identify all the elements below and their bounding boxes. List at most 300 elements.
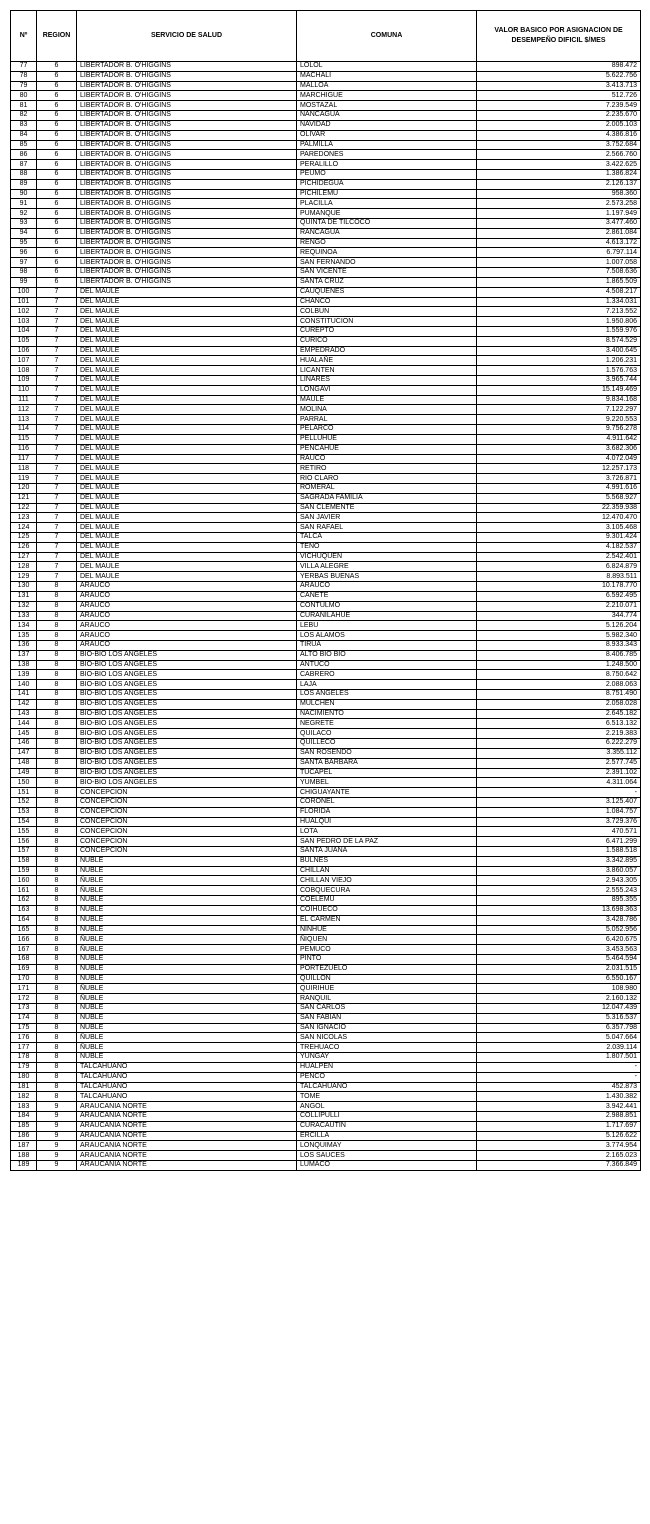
cell-servicio: DEL MAULE bbox=[77, 376, 297, 386]
cell-servicio: DEL MAULE bbox=[77, 503, 297, 513]
table-row bbox=[11, 847, 641, 857]
cell-region: 6 bbox=[37, 228, 77, 238]
table-row bbox=[11, 346, 641, 356]
cell-comuna: LICANTEN bbox=[297, 366, 477, 376]
table-row bbox=[11, 582, 641, 592]
cell-comuna: SANTA BARBARA bbox=[297, 758, 477, 768]
cell-numero: 97 bbox=[11, 258, 37, 268]
cell-servicio: DEL MAULE bbox=[77, 336, 297, 346]
cell-region: 7 bbox=[37, 395, 77, 405]
table-row bbox=[11, 954, 641, 964]
cell-servicio: LIBERTADOR B. O'HIGGINS bbox=[77, 189, 297, 199]
table-row bbox=[11, 111, 641, 121]
cell-numero: 153 bbox=[11, 807, 37, 817]
cell-region: 7 bbox=[37, 503, 77, 513]
cell-valor: 22.359.938 bbox=[477, 503, 641, 513]
table-row bbox=[11, 434, 641, 444]
cell-valor: 3.355.112 bbox=[477, 748, 641, 758]
cell-comuna: COIHUECO bbox=[297, 905, 477, 915]
cell-region: 6 bbox=[37, 91, 77, 101]
cell-region: 7 bbox=[37, 415, 77, 425]
cell-numero: 181 bbox=[11, 1082, 37, 1092]
cell-servicio: LIBERTADOR B. O'HIGGINS bbox=[77, 101, 297, 111]
cell-comuna: PARRAL bbox=[297, 415, 477, 425]
table-row bbox=[11, 120, 641, 130]
cell-comuna: ANTUCO bbox=[297, 660, 477, 670]
cell-numero: 179 bbox=[11, 1062, 37, 1072]
cell-servicio: ÑUBLE bbox=[77, 876, 297, 886]
cell-region: 8 bbox=[37, 866, 77, 876]
cell-numero: 129 bbox=[11, 572, 37, 582]
cell-servicio: ÑUBLE bbox=[77, 935, 297, 945]
cell-region: 7 bbox=[37, 425, 77, 435]
cell-servicio: ÑUBLE bbox=[77, 886, 297, 896]
cell-comuna: LOLOL bbox=[297, 62, 477, 72]
cell-comuna: SAN FABIAN bbox=[297, 1013, 477, 1023]
table-row bbox=[11, 405, 641, 415]
cell-numero: 125 bbox=[11, 533, 37, 543]
cell-numero: 78 bbox=[11, 71, 37, 81]
cell-numero: 103 bbox=[11, 317, 37, 327]
cell-comuna: SAN PEDRO DE LA PAZ bbox=[297, 837, 477, 847]
cell-valor: 6.471.299 bbox=[477, 837, 641, 847]
cell-servicio: DEL MAULE bbox=[77, 297, 297, 307]
cell-valor: 1.386.824 bbox=[477, 169, 641, 179]
cell-valor: 1.807.501 bbox=[477, 1053, 641, 1063]
cell-valor: 6.513.132 bbox=[477, 719, 641, 729]
table-row bbox=[11, 415, 641, 425]
cell-valor: 8.406.785 bbox=[477, 650, 641, 660]
cell-valor: 1.430.382 bbox=[477, 1092, 641, 1102]
cell-comuna: MAULE bbox=[297, 395, 477, 405]
cell-servicio: ÑUBLE bbox=[77, 1053, 297, 1063]
table-row bbox=[11, 1023, 641, 1033]
cell-servicio: LIBERTADOR B. O'HIGGINS bbox=[77, 228, 297, 238]
cell-numero: 134 bbox=[11, 621, 37, 631]
cell-servicio: ÑUBLE bbox=[77, 1023, 297, 1033]
cell-valor: 3.125.407 bbox=[477, 797, 641, 807]
cell-region: 6 bbox=[37, 140, 77, 150]
table-row bbox=[11, 474, 641, 484]
cell-valor: 12.257.173 bbox=[477, 464, 641, 474]
cell-comuna: CURACAUTIN bbox=[297, 1121, 477, 1131]
cell-servicio: ÑUBLE bbox=[77, 915, 297, 925]
cell-numero: 176 bbox=[11, 1033, 37, 1043]
cell-comuna: LEBU bbox=[297, 621, 477, 631]
cell-numero: 117 bbox=[11, 454, 37, 464]
cell-numero: 99 bbox=[11, 277, 37, 287]
cell-valor: 6.550.167 bbox=[477, 974, 641, 984]
cell-servicio: LIBERTADOR B. O'HIGGINS bbox=[77, 81, 297, 91]
cell-numero: 170 bbox=[11, 974, 37, 984]
cell-servicio: ARAUCANIA NORTE bbox=[77, 1141, 297, 1151]
table-row bbox=[11, 1033, 641, 1043]
cell-numero: 164 bbox=[11, 915, 37, 925]
cell-valor: 9.301.424 bbox=[477, 533, 641, 543]
cell-servicio: LIBERTADOR B. O'HIGGINS bbox=[77, 91, 297, 101]
cell-comuna: TALCAHUANO bbox=[297, 1082, 477, 1092]
cell-region: 7 bbox=[37, 297, 77, 307]
cell-valor: 8.574.529 bbox=[477, 336, 641, 346]
cell-numero: 180 bbox=[11, 1072, 37, 1082]
table-row bbox=[11, 385, 641, 395]
cell-numero: 167 bbox=[11, 945, 37, 955]
cell-numero: 102 bbox=[11, 307, 37, 317]
cell-comuna: SAN JAVIER bbox=[297, 513, 477, 523]
cell-valor: 5.568.927 bbox=[477, 493, 641, 503]
cell-region: 8 bbox=[37, 1033, 77, 1043]
cell-comuna: HUALPEN bbox=[297, 1062, 477, 1072]
cell-comuna: RANQUIL bbox=[297, 994, 477, 1004]
cell-region: 9 bbox=[37, 1131, 77, 1141]
table-row bbox=[11, 277, 641, 287]
cell-numero: 131 bbox=[11, 591, 37, 601]
cell-comuna: REQUINOA bbox=[297, 248, 477, 258]
cell-numero: 169 bbox=[11, 964, 37, 974]
cell-comuna: BULNES bbox=[297, 856, 477, 866]
table-row bbox=[11, 169, 641, 179]
cell-servicio: LIBERTADOR B. O'HIGGINS bbox=[77, 160, 297, 170]
cell-comuna: PEUMO bbox=[297, 169, 477, 179]
cell-numero: 118 bbox=[11, 464, 37, 474]
cell-region: 6 bbox=[37, 120, 77, 130]
cell-region: 7 bbox=[37, 572, 77, 582]
cell-comuna: CURANILAHUE bbox=[297, 611, 477, 621]
cell-comuna: TOME bbox=[297, 1092, 477, 1102]
cell-comuna: SAN CLEMENTE bbox=[297, 503, 477, 513]
cell-valor: 8.933.343 bbox=[477, 640, 641, 650]
cell-numero: 89 bbox=[11, 179, 37, 189]
cell-valor: 4.072.049 bbox=[477, 454, 641, 464]
cell-numero: 121 bbox=[11, 493, 37, 503]
table-row bbox=[11, 493, 641, 503]
cell-numero: 119 bbox=[11, 474, 37, 484]
cell-numero: 136 bbox=[11, 640, 37, 650]
cell-numero: 155 bbox=[11, 827, 37, 837]
cell-comuna: QUILLECO bbox=[297, 739, 477, 749]
cell-numero: 151 bbox=[11, 788, 37, 798]
cell-servicio: ARAUCO bbox=[77, 582, 297, 592]
cell-numero: 90 bbox=[11, 189, 37, 199]
cell-servicio: LIBERTADOR B. O'HIGGINS bbox=[77, 150, 297, 160]
cell-comuna: CHANCO bbox=[297, 297, 477, 307]
table-row bbox=[11, 797, 641, 807]
cell-numero: 178 bbox=[11, 1053, 37, 1063]
cell-numero: 127 bbox=[11, 552, 37, 562]
cell-comuna: MARCHIGUE bbox=[297, 91, 477, 101]
cell-valor: 1.865.509 bbox=[477, 277, 641, 287]
cell-region: 6 bbox=[37, 169, 77, 179]
cell-comuna: COBQUECURA bbox=[297, 886, 477, 896]
cell-numero: 172 bbox=[11, 994, 37, 1004]
cell-numero: 162 bbox=[11, 896, 37, 906]
cell-region: 8 bbox=[37, 974, 77, 984]
table-row bbox=[11, 739, 641, 749]
cell-comuna: SANTA CRUZ bbox=[297, 277, 477, 287]
table-row bbox=[11, 1151, 641, 1161]
cell-valor: 2.391.102 bbox=[477, 768, 641, 778]
cell-numero: 146 bbox=[11, 739, 37, 749]
table-row bbox=[11, 788, 641, 798]
cell-valor: 2.039.114 bbox=[477, 1043, 641, 1053]
cell-region: 6 bbox=[37, 238, 77, 248]
cell-region: 8 bbox=[37, 611, 77, 621]
cell-region: 7 bbox=[37, 533, 77, 543]
cell-servicio: ÑUBLE bbox=[77, 984, 297, 994]
table-row bbox=[11, 699, 641, 709]
cell-valor: 3.477.460 bbox=[477, 219, 641, 229]
table-row bbox=[11, 71, 641, 81]
cell-servicio: DEL MAULE bbox=[77, 434, 297, 444]
cell-servicio: TALCAHUANO bbox=[77, 1072, 297, 1082]
cell-numero: 165 bbox=[11, 925, 37, 935]
cell-servicio: BIO-BIO LOS ANGELES bbox=[77, 690, 297, 700]
cell-comuna: PINTO bbox=[297, 954, 477, 964]
cell-region: 7 bbox=[37, 346, 77, 356]
cell-region: 8 bbox=[37, 768, 77, 778]
cell-servicio: LIBERTADOR B. O'HIGGINS bbox=[77, 248, 297, 258]
cell-valor: 3.860.057 bbox=[477, 866, 641, 876]
cell-valor: 12.047.439 bbox=[477, 1004, 641, 1014]
cell-numero: 135 bbox=[11, 631, 37, 641]
table-row bbox=[11, 827, 641, 837]
cell-comuna: CAÑETE bbox=[297, 591, 477, 601]
cell-numero: 82 bbox=[11, 111, 37, 121]
table-row bbox=[11, 513, 641, 523]
cell-valor: 3.729.376 bbox=[477, 817, 641, 827]
cell-valor: 2.219.383 bbox=[477, 729, 641, 739]
cell-numero: 149 bbox=[11, 768, 37, 778]
table-row bbox=[11, 905, 641, 915]
cell-valor: 2.005.103 bbox=[477, 120, 641, 130]
table-row bbox=[11, 356, 641, 366]
table-row bbox=[11, 209, 641, 219]
cell-valor: 2.235.670 bbox=[477, 111, 641, 121]
cell-valor: 3.726.871 bbox=[477, 474, 641, 484]
cell-comuna: VILLA ALEGRE bbox=[297, 562, 477, 572]
cell-region: 7 bbox=[37, 562, 77, 572]
cell-region: 8 bbox=[37, 739, 77, 749]
cell-numero: 106 bbox=[11, 346, 37, 356]
cell-comuna: QUILLON bbox=[297, 974, 477, 984]
cell-numero: 189 bbox=[11, 1161, 37, 1171]
cell-valor: 5.126.622 bbox=[477, 1131, 641, 1141]
cell-servicio: ÑUBLE bbox=[77, 856, 297, 866]
cell-valor: 5.126.204 bbox=[477, 621, 641, 631]
table-row bbox=[11, 219, 641, 229]
cell-region: 8 bbox=[37, 817, 77, 827]
cell-region: 8 bbox=[37, 886, 77, 896]
cell-servicio: DEL MAULE bbox=[77, 366, 297, 376]
cell-valor: 3.342.895 bbox=[477, 856, 641, 866]
cell-region: 8 bbox=[37, 680, 77, 690]
cell-comuna: COELEMU bbox=[297, 896, 477, 906]
cell-servicio: ARAUCO bbox=[77, 631, 297, 641]
table-row bbox=[11, 729, 641, 739]
cell-region: 8 bbox=[37, 601, 77, 611]
cell-servicio: DEL MAULE bbox=[77, 454, 297, 464]
cell-servicio: DEL MAULE bbox=[77, 385, 297, 395]
table-row bbox=[11, 336, 641, 346]
cell-servicio: LIBERTADOR B. O'HIGGINS bbox=[77, 209, 297, 219]
cell-valor: 3.422.625 bbox=[477, 160, 641, 170]
cell-region: 7 bbox=[37, 444, 77, 454]
cell-comuna: RETIRO bbox=[297, 464, 477, 474]
cell-valor: 2.988.851 bbox=[477, 1111, 641, 1121]
table-row bbox=[11, 611, 641, 621]
cell-numero: 110 bbox=[11, 385, 37, 395]
cell-comuna: ARAUCO bbox=[297, 582, 477, 592]
cell-comuna: LOS ANGELES bbox=[297, 690, 477, 700]
cell-comuna: CONSTITUCION bbox=[297, 317, 477, 327]
cell-comuna: TENO bbox=[297, 542, 477, 552]
cell-numero: 111 bbox=[11, 395, 37, 405]
cell-comuna: SAGRADA FAMILIA bbox=[297, 493, 477, 503]
cell-numero: 86 bbox=[11, 150, 37, 160]
cell-valor: 2.058.028 bbox=[477, 699, 641, 709]
cell-region: 6 bbox=[37, 81, 77, 91]
cell-valor: - bbox=[477, 788, 641, 798]
cell-servicio: ARAUCO bbox=[77, 611, 297, 621]
cell-region: 8 bbox=[37, 788, 77, 798]
table-row bbox=[11, 1072, 641, 1082]
cell-servicio: ÑUBLE bbox=[77, 954, 297, 964]
cell-valor: 2.861.084 bbox=[477, 228, 641, 238]
cell-servicio: DEL MAULE bbox=[77, 542, 297, 552]
cell-region: 8 bbox=[37, 797, 77, 807]
cell-numero: 175 bbox=[11, 1023, 37, 1033]
cell-region: 6 bbox=[37, 189, 77, 199]
table-row bbox=[11, 572, 641, 582]
cell-valor: 1.588.518 bbox=[477, 847, 641, 857]
cell-region: 8 bbox=[37, 1053, 77, 1063]
cell-numero: 143 bbox=[11, 709, 37, 719]
cell-numero: 105 bbox=[11, 336, 37, 346]
cell-servicio: LIBERTADOR B. O'HIGGINS bbox=[77, 199, 297, 209]
cell-valor: 4.311.064 bbox=[477, 778, 641, 788]
cell-servicio: BIO-BIO LOS ANGELES bbox=[77, 709, 297, 719]
table-row bbox=[11, 562, 641, 572]
cell-valor: 1.334.031 bbox=[477, 297, 641, 307]
cell-comuna: SAN NICOLAS bbox=[297, 1033, 477, 1043]
cell-valor: 2.943.305 bbox=[477, 876, 641, 886]
cell-valor: 2.566.760 bbox=[477, 150, 641, 160]
cell-numero: 157 bbox=[11, 847, 37, 857]
cell-region: 7 bbox=[37, 552, 77, 562]
cell-comuna: PICHIDEGUA bbox=[297, 179, 477, 189]
cell-servicio: BIO-BIO LOS ANGELES bbox=[77, 719, 297, 729]
table-row bbox=[11, 366, 641, 376]
cell-valor: 9.220.553 bbox=[477, 415, 641, 425]
cell-numero: 114 bbox=[11, 425, 37, 435]
cell-numero: 126 bbox=[11, 542, 37, 552]
cell-servicio: DEL MAULE bbox=[77, 405, 297, 415]
cell-numero: 79 bbox=[11, 81, 37, 91]
cell-valor: 3.942.441 bbox=[477, 1102, 641, 1112]
cell-region: 7 bbox=[37, 493, 77, 503]
cell-servicio: TALCAHUANO bbox=[77, 1082, 297, 1092]
cell-servicio: BIO-BIO LOS ANGELES bbox=[77, 699, 297, 709]
cell-comuna: MOSTAZAL bbox=[297, 101, 477, 111]
table-row bbox=[11, 1161, 641, 1171]
cell-valor: 3.453.563 bbox=[477, 945, 641, 955]
cell-region: 8 bbox=[37, 1004, 77, 1014]
cell-servicio: DEL MAULE bbox=[77, 552, 297, 562]
cell-valor: 2.542.401 bbox=[477, 552, 641, 562]
cell-region: 8 bbox=[37, 837, 77, 847]
cell-valor: 2.645.182 bbox=[477, 709, 641, 719]
cell-servicio: DEL MAULE bbox=[77, 533, 297, 543]
table-row bbox=[11, 680, 641, 690]
cell-numero: 85 bbox=[11, 140, 37, 150]
cell-servicio: ÑUBLE bbox=[77, 1013, 297, 1023]
cell-region: 8 bbox=[37, 719, 77, 729]
table-row bbox=[11, 670, 641, 680]
cell-servicio: LIBERTADOR B. O'HIGGINS bbox=[77, 179, 297, 189]
cell-region: 8 bbox=[37, 631, 77, 641]
table-row bbox=[11, 248, 641, 258]
cell-valor: 6.420.675 bbox=[477, 935, 641, 945]
cell-comuna: MALLOA bbox=[297, 81, 477, 91]
cell-comuna: ERCILLA bbox=[297, 1131, 477, 1141]
cell-servicio: LIBERTADOR B. O'HIGGINS bbox=[77, 268, 297, 278]
cell-comuna: NINHUE bbox=[297, 925, 477, 935]
cell-comuna: LOS ALAMOS bbox=[297, 631, 477, 641]
cell-comuna: TALCA bbox=[297, 533, 477, 543]
header-servicio: SERVICIO DE SALUD bbox=[77, 11, 297, 62]
cell-valor: 1.206.231 bbox=[477, 356, 641, 366]
cell-servicio: ARAUCO bbox=[77, 621, 297, 631]
cell-valor: 4.613.172 bbox=[477, 238, 641, 248]
cell-servicio: BIO-BIO LOS ANGELES bbox=[77, 748, 297, 758]
cell-comuna: LOTA bbox=[297, 827, 477, 837]
table-row bbox=[11, 591, 641, 601]
cell-servicio: LIBERTADOR B. O'HIGGINS bbox=[77, 111, 297, 121]
cell-numero: 171 bbox=[11, 984, 37, 994]
cell-comuna: PORTEZUELO bbox=[297, 964, 477, 974]
table-row bbox=[11, 1102, 641, 1112]
table-row bbox=[11, 160, 641, 170]
cell-region: 8 bbox=[37, 1092, 77, 1102]
table-row bbox=[11, 130, 641, 140]
cell-valor: 6.222.279 bbox=[477, 739, 641, 749]
cell-valor: 470.571 bbox=[477, 827, 641, 837]
cell-region: 9 bbox=[37, 1141, 77, 1151]
table-row bbox=[11, 307, 641, 317]
cell-servicio: BIO-BIO LOS ANGELES bbox=[77, 650, 297, 660]
cell-numero: 142 bbox=[11, 699, 37, 709]
cell-region: 8 bbox=[37, 1062, 77, 1072]
cell-servicio: DEL MAULE bbox=[77, 287, 297, 297]
cell-comuna: PEMUCO bbox=[297, 945, 477, 955]
cell-valor: 4.386.816 bbox=[477, 130, 641, 140]
cell-region: 7 bbox=[37, 474, 77, 484]
cell-valor: 7.239.549 bbox=[477, 101, 641, 111]
cell-valor: 1.084.757 bbox=[477, 807, 641, 817]
table-row bbox=[11, 690, 641, 700]
table-row bbox=[11, 238, 641, 248]
table-row bbox=[11, 483, 641, 493]
cell-servicio: LIBERTADOR B. O'HIGGINS bbox=[77, 238, 297, 248]
cell-region: 8 bbox=[37, 1072, 77, 1082]
table-row bbox=[11, 376, 641, 386]
cell-numero: 96 bbox=[11, 248, 37, 258]
cell-region: 6 bbox=[37, 268, 77, 278]
cell-region: 8 bbox=[37, 591, 77, 601]
table-row bbox=[11, 621, 641, 631]
cell-servicio: BIO-BIO LOS ANGELES bbox=[77, 680, 297, 690]
cell-valor: 452.873 bbox=[477, 1082, 641, 1092]
